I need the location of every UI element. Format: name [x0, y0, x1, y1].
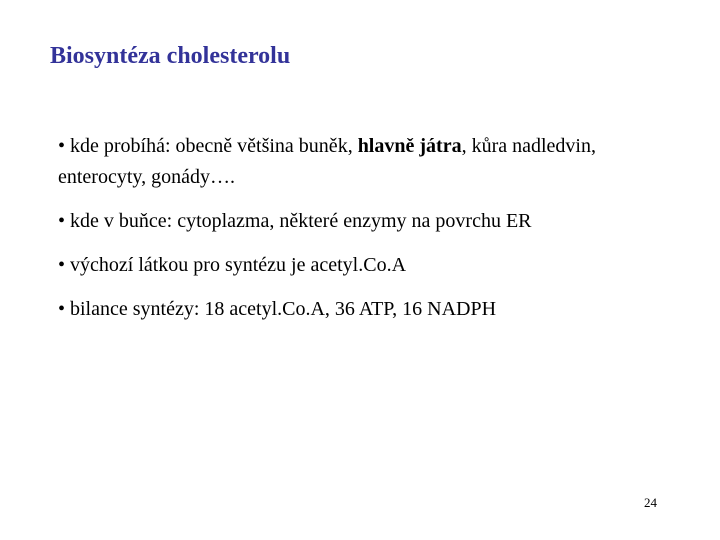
bullet-item-cell-location: • kde v buňce: cytoplazma, některé enzymy na povrchu ER [58, 210, 532, 232]
bullet-text-after: , kůra nadledvin, enterocyty, gonády…. [58, 135, 596, 188]
bullet-item-location [58, 131, 658, 193]
bullet-item-precursor: • výchozí látkou pro syntézu je acetyl.Co.A [58, 254, 407, 276]
page-number: 24 [644, 495, 657, 510]
bullet-item-balance: • bilance syntézy: 18 acetyl.Co.A, 36 ATP, 16 NADPH [58, 298, 497, 320]
slide-title: Biosyntéza cholesterolu [50, 43, 291, 69]
bullet-text-bold: hlavně játra [357, 135, 462, 157]
bullet-text-before: • kde probíhá: obecně většina buněk, [58, 135, 358, 157]
bullet-list [58, 131, 658, 325]
